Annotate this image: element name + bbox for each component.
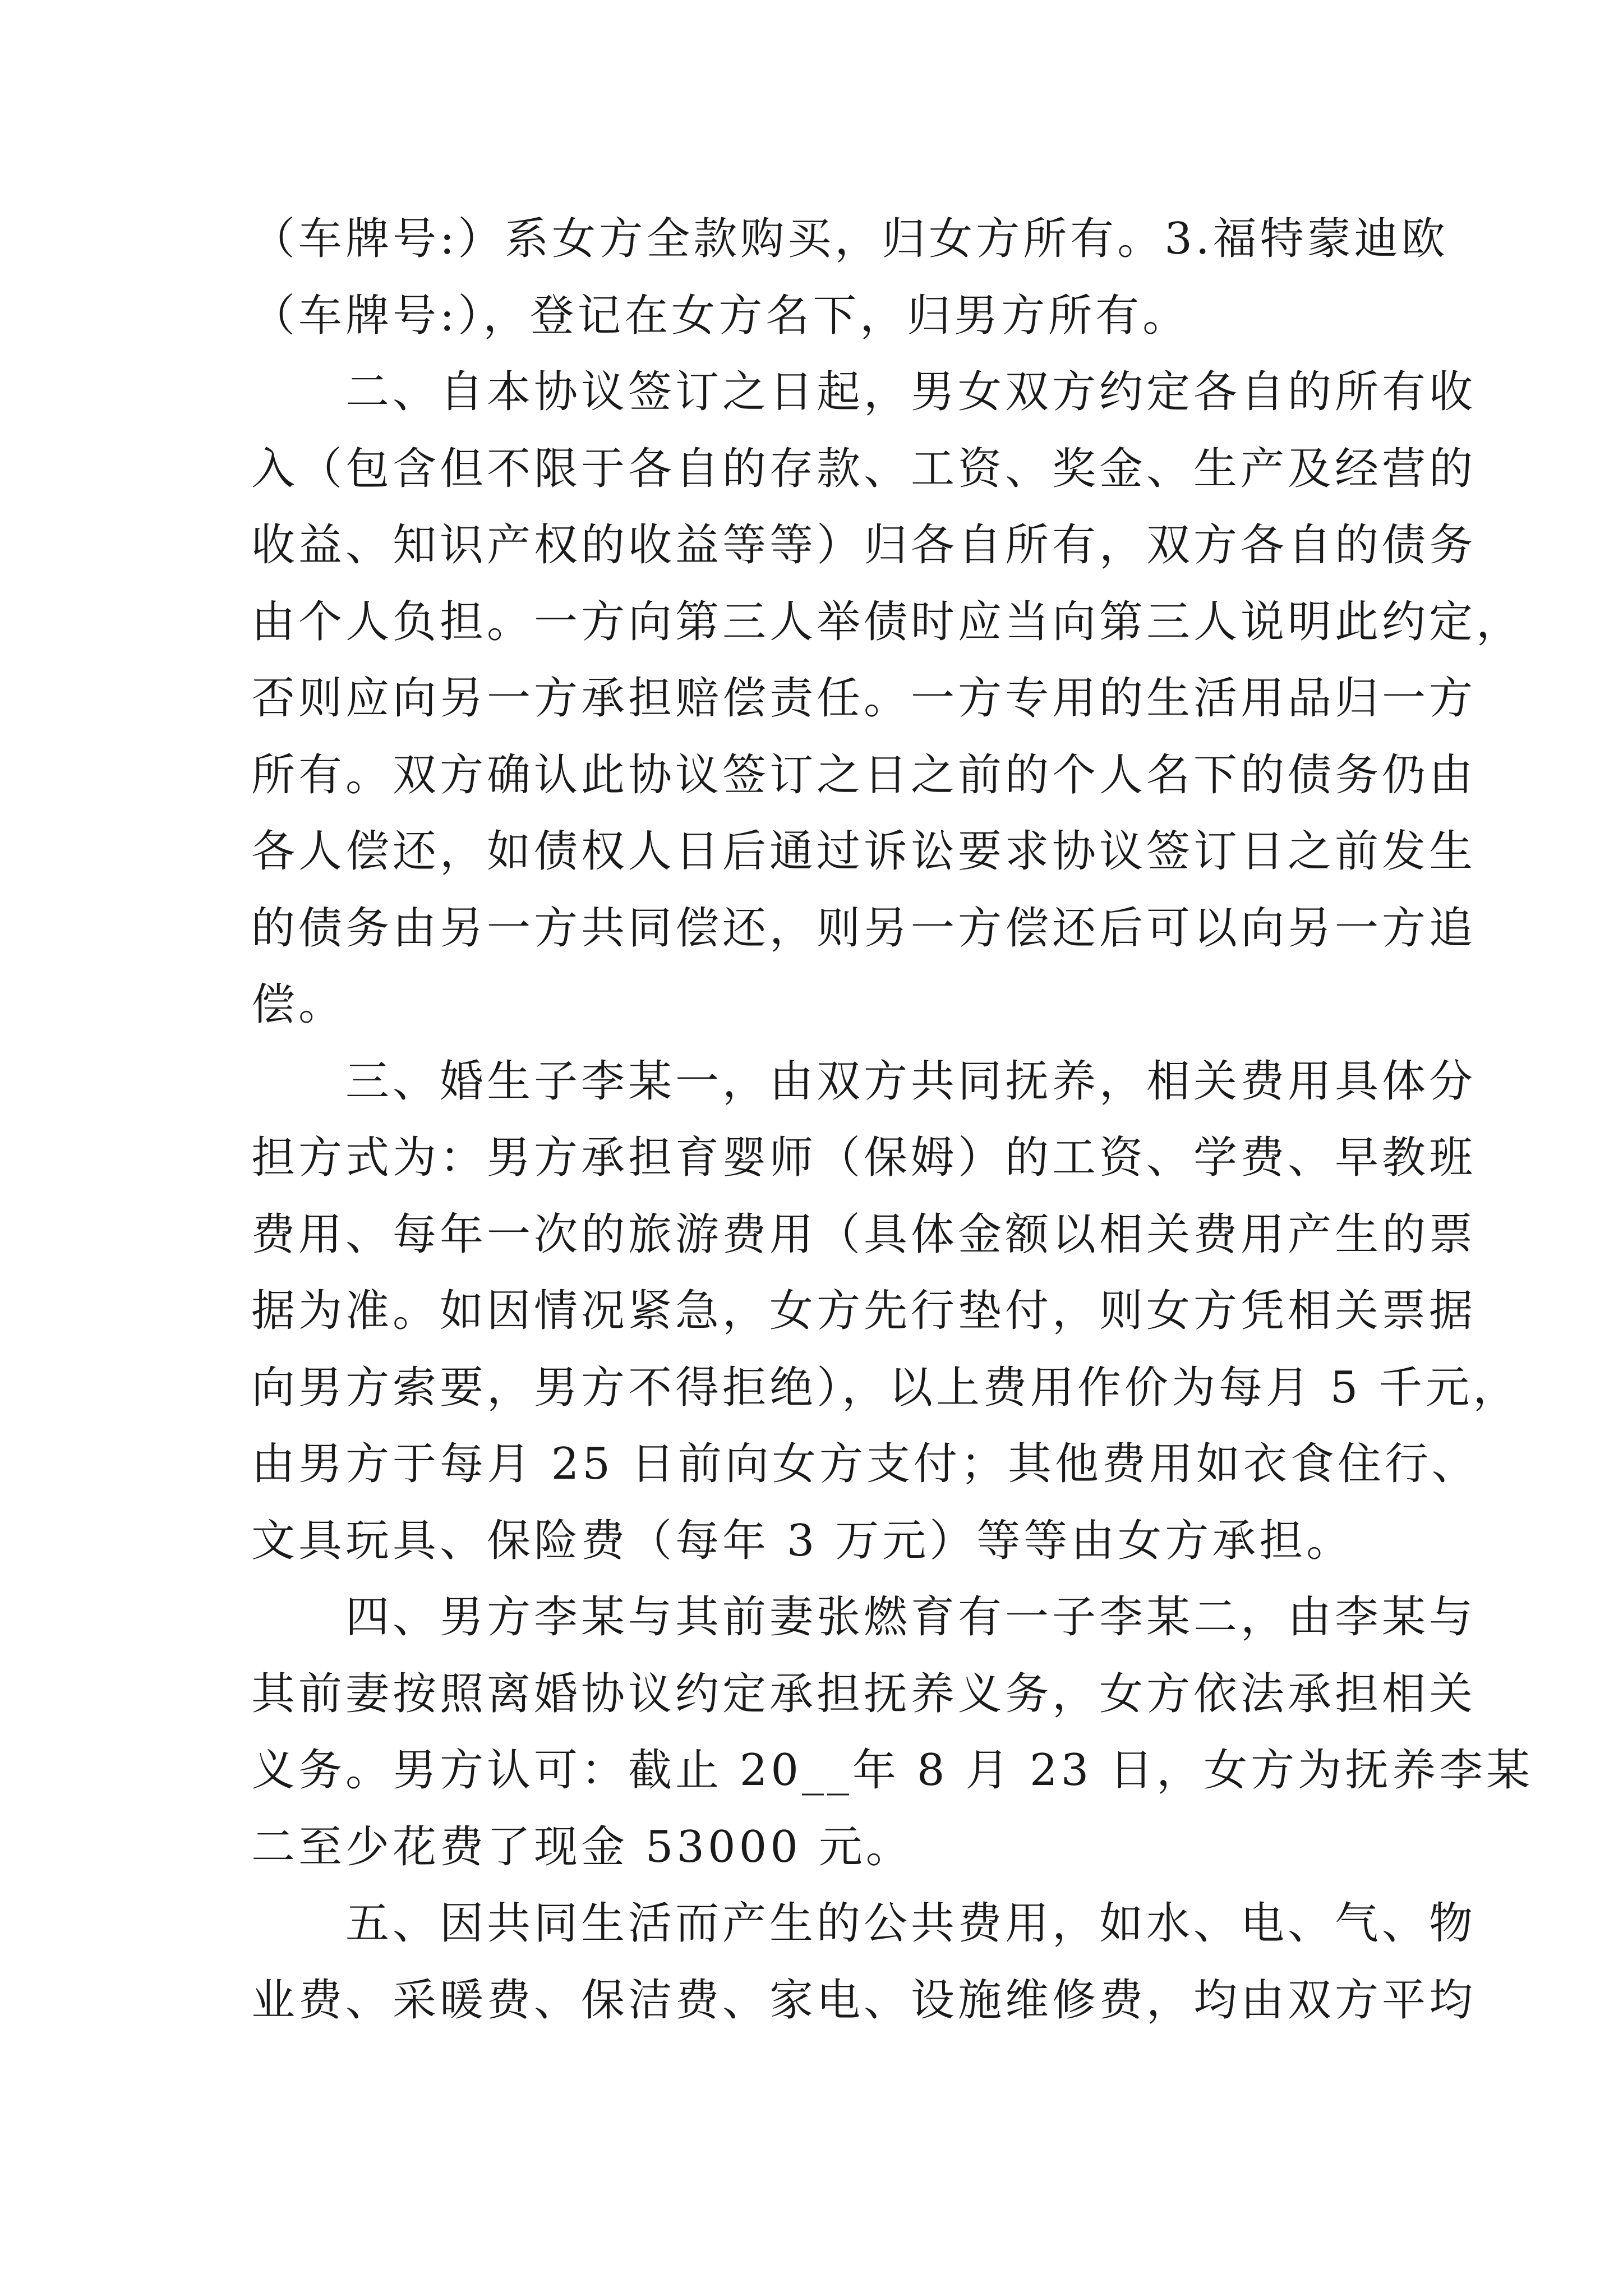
text-line: 三、婚生子李某一，由双方共同抚养，相关费用具体分 xyxy=(345,1056,1477,1107)
text-line: （车牌号:），登记在女方名下，归男方所有。 xyxy=(251,290,1190,341)
text-line: 据为准。如因情况紧急，女方先行垫付，则女方凭相关票据 xyxy=(251,1286,1477,1336)
text-line: 五、因共同生活而产生的公共费用，如水、电、气、物 xyxy=(345,1898,1477,1949)
text-line: 的债务由另一方共同偿还，则另一方偿还后可以向另一方追 xyxy=(251,903,1477,954)
text-line: 其前妻按照离婚协议约定承担抚养义务，女方依法承担相关 xyxy=(251,1668,1477,1719)
text-line: 二至少花费了现金 53000 元。 xyxy=(251,1821,913,1872)
text-line: 收益、知识产权的收益等等）归各自所有，双方各自的债务 xyxy=(251,520,1477,570)
text-line: 文具玩具、保险费（每年 3 万元）等等由女方承担。 xyxy=(251,1515,1354,1566)
text-line: 义务。男方认可：截止 20__年 8 月 23 日，女方为抚养李某 xyxy=(251,1745,1534,1796)
text-line: 四、男方李某与其前妻张燃育有一子李某二，由李某与 xyxy=(345,1592,1477,1642)
text-line: 入（包含但不限于各自的存款、工资、奖金、生产及经营的 xyxy=(251,443,1477,494)
text-line: 担方式为：男方承担育婴师（保姆）的工资、学费、早教班 xyxy=(251,1133,1477,1183)
text-line: 各人偿还，如债权人日后通过诉讼要求协议签订日之前发生 xyxy=(251,826,1477,877)
paragraph-shared-expenses xyxy=(251,1885,1477,2039)
paragraph-stepchild xyxy=(251,1579,1534,1885)
text-line: 否则应向另一方承担赔偿责任。一方专用的生活用品归一方 xyxy=(251,673,1477,724)
text-line: 二、自本协议签订之日起，男女双方约定各自的所有收 xyxy=(345,367,1477,417)
text-line: 所有。双方确认此协议签订之日之前的个人名下的债务仍由 xyxy=(251,749,1477,800)
text-line: 费用、每年一次的旅游费用（具体金额以相关费用产生的票 xyxy=(251,1209,1477,1260)
text-line: （车牌号:）系女方全款购买，归女方所有。3.福特蒙迪欧 xyxy=(251,214,1449,264)
text-line: 向男方索要，男方不得拒绝），以上费用作价为每月 5 千元， xyxy=(251,1362,1520,1413)
paragraph-income-and-debts xyxy=(251,354,1524,1043)
paragraph-vehicle-ownership xyxy=(251,201,1449,354)
paragraph-child-support xyxy=(251,1043,1520,1580)
text-line: 由男方于每月 25 日前向女方支付；其他费用如衣食住行、 xyxy=(251,1439,1479,1489)
text-line: 偿。 xyxy=(251,979,346,1030)
document-body xyxy=(251,201,1534,2039)
text-line: 由个人负担。一方向第三人举债时应当向第三人说明此约定， xyxy=(251,596,1524,647)
text-line: 业费、采暖费、保洁费、家电、设施维修费，均由双方平均 xyxy=(251,1975,1477,2026)
